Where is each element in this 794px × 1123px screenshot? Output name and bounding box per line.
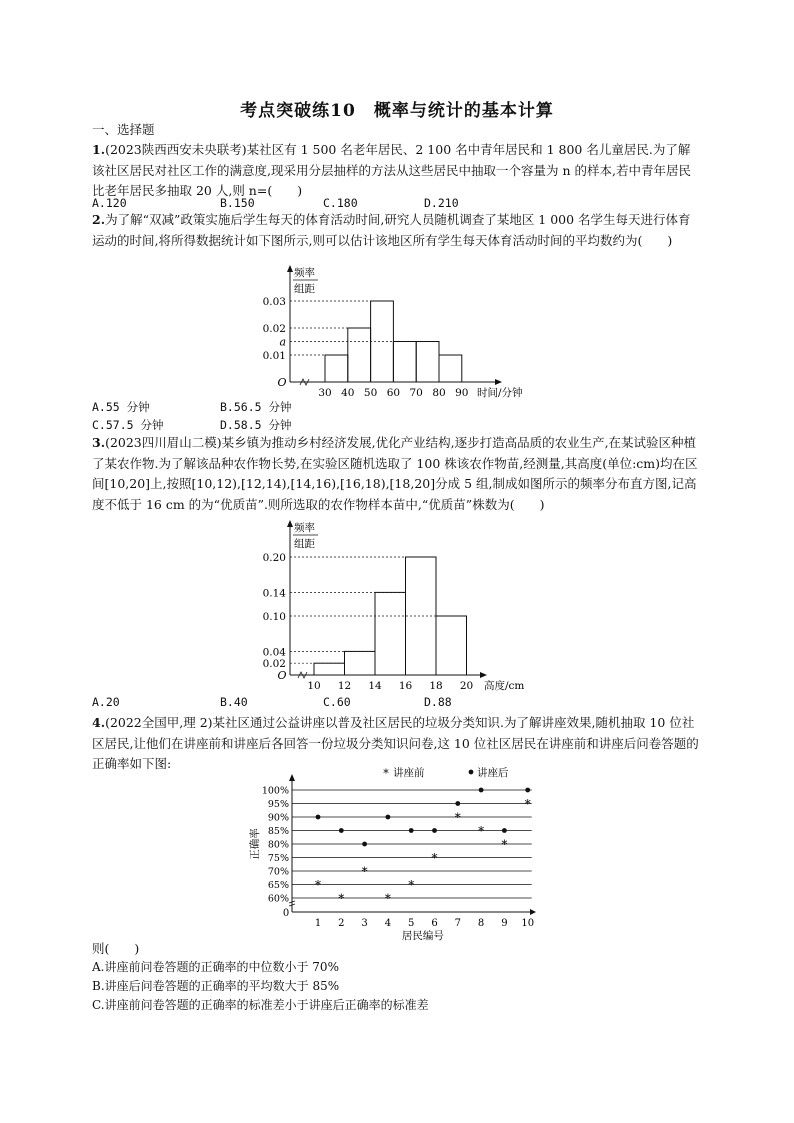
question-3 xyxy=(92,433,702,515)
before-point: * xyxy=(384,891,391,906)
y-tick-label: 0.04 xyxy=(262,646,286,659)
q2-option-a: A.55 分钟 xyxy=(92,400,150,414)
before-point: * xyxy=(361,864,368,879)
before-point: * xyxy=(338,891,345,906)
y-tick-label: 80% xyxy=(267,839,289,851)
y-axis-arrow xyxy=(287,265,293,272)
before-point: * xyxy=(501,837,508,852)
after-point xyxy=(455,801,460,806)
x-tick-label: 1 xyxy=(314,918,322,929)
y-tick-label: 0.20 xyxy=(262,552,286,564)
y-axis-label-bottom: 组距 xyxy=(294,283,315,295)
x-tick-label: 3 xyxy=(361,918,368,929)
before-point: * xyxy=(315,878,321,892)
before-point: * xyxy=(524,797,531,811)
y-axis-label-bottom: 组距 xyxy=(294,538,315,550)
x-tick-label: 10 xyxy=(521,918,535,929)
x-axis-arrow xyxy=(530,909,536,915)
q4-then: 则( ) xyxy=(92,941,140,956)
q3-option-a: A.20 xyxy=(92,695,120,709)
histogram-bar xyxy=(393,342,416,383)
y-tick-label: 75% xyxy=(267,853,289,864)
x-tick-label: 8 xyxy=(477,918,485,929)
q1-option-c: C.180 xyxy=(323,196,358,210)
q1-option-a: A.120 xyxy=(92,196,127,210)
q1-option-b: B.150 xyxy=(220,196,255,210)
question-4-text: (2022全国甲,理 2)某社区通过公益讲座以普及社区居民的垃圾分类知识.为了解讲座效果,随机抽取 10 位社区居民,让他们在讲座前和讲座后各回答一份垃圾分类知识问卷,这 10 位社区居民在讲座前和讲座后问卷答题的正确率如下图: xyxy=(92,715,699,771)
y-tick-label: 95% xyxy=(267,799,289,810)
legend-marker-after xyxy=(469,770,474,775)
y-tick-label: 65% xyxy=(267,880,289,891)
question-1-number: 1. xyxy=(92,142,106,157)
axis-break-icon xyxy=(300,379,309,385)
question-1-text: (2023陕西西安未央联考)某社区有 1 500 名老年居民、2 100 名中青年居民和 1 800 名儿童居民.为了解该社区居民对社区工作的满意度,现采用分层抽样的方法从这些居民中抽取一个容量为 n 的样本,若中青年居民比老年居民多抽取 20 人,则 n=( ) xyxy=(92,142,691,198)
histogram-bar xyxy=(314,663,345,675)
x-tick-label: 40 xyxy=(341,387,355,399)
y-tick-label: 70% xyxy=(267,866,289,878)
legend-label-before: 讲座前 xyxy=(393,767,425,779)
q3-option-b: B.40 xyxy=(220,695,248,709)
after-point xyxy=(479,788,484,793)
question-1 xyxy=(92,140,702,202)
q2-option-c: C.57.5 分钟 xyxy=(92,418,164,432)
x-tick-label: 6 xyxy=(431,918,438,929)
x-tick-label: 80 xyxy=(432,387,446,399)
histogram-bar xyxy=(348,328,371,382)
page-title: 考点突破练10 概率与统计的基本计算 xyxy=(240,101,554,121)
x-axis-label: 时间/分钟 xyxy=(477,387,523,399)
histogram-bar xyxy=(439,355,462,382)
question-2-text: 为了解“双减”政策实施后学生每天的体育活动时间,研究人员随机调查了某地区 1 000 名学生每天进行体育运动的时间,将所得数据统计如下图所示,则可以估计该地区所有学生每天体育活动时间的平均数约为( ) xyxy=(92,212,691,248)
q3-option-d: D.88 xyxy=(424,695,452,709)
histogram-activity-time xyxy=(255,265,555,400)
after-point xyxy=(316,815,321,820)
y-tick-label: 0.10 xyxy=(262,611,286,623)
histogram-bar xyxy=(325,355,348,382)
y-axis-label-top: 频率 xyxy=(294,267,315,279)
y-axis-label: 正确率 xyxy=(249,828,261,860)
scatter-correct-rate xyxy=(240,760,550,945)
x-tick-label: 18 xyxy=(429,680,443,692)
x-tick-label: 5 xyxy=(408,918,415,929)
x-tick-label: 10 xyxy=(307,680,321,692)
axis-break-icon xyxy=(298,672,307,678)
q4-option-c: C.讲座前问卷答题的正确率的标准差小于讲座后正确率的标准差 xyxy=(92,998,429,1012)
x-tick-label: 4 xyxy=(384,918,392,929)
x-tick-label: 90 xyxy=(455,387,469,399)
y-tick-label: 100% xyxy=(261,785,289,797)
x-tick-label: 60 xyxy=(386,387,401,399)
histogram-bar xyxy=(436,616,467,675)
x-tick-label: 20 xyxy=(459,680,474,692)
after-point xyxy=(339,828,344,833)
legend-label-after: 讲座后 xyxy=(477,767,509,779)
question-3-number: 3. xyxy=(92,435,106,450)
question-2-number: 2. xyxy=(92,212,106,227)
legend-marker-before: * xyxy=(383,767,389,780)
y-tick-label: 90% xyxy=(267,812,289,824)
q3-option-c: C.60 xyxy=(323,695,351,709)
question-4-number: 4. xyxy=(92,715,106,730)
origin-label: O xyxy=(277,669,287,682)
x-tick-label: 2 xyxy=(338,918,345,929)
x-tick-label: 70 xyxy=(409,387,423,399)
after-point xyxy=(386,815,391,820)
before-point: * xyxy=(431,851,438,865)
y-tick-label: 0.14 xyxy=(262,587,286,600)
x-tick-label: 9 xyxy=(501,918,508,929)
before-point: * xyxy=(454,810,461,825)
q4-option-a: A.讲座前问卷答题的正确率的中位数小于 70% xyxy=(92,960,339,974)
x-tick-label: 7 xyxy=(454,918,461,929)
y-tick-label: 60% xyxy=(267,893,289,905)
y-tick-label: 0.01 xyxy=(262,350,286,362)
y-tick-label: 0.03 xyxy=(262,296,286,308)
x-axis-label: 高度/cm xyxy=(484,680,525,692)
origin-label: 0 xyxy=(282,908,290,919)
histogram-bar xyxy=(375,592,406,675)
x-tick-label: 50 xyxy=(363,387,378,399)
x-axis-arrow xyxy=(495,379,502,385)
question-3-text: (2023四川眉山二模)某乡镇为推动乡村经济发展,优化产业结构,逐步打造高品质的农业生产,在某试验区种植了某农作物.为了解该品种农作物长势,在实验区随机选取了 100 株该农作物苗,经测量,其高度(单位:cm)均在区间[10,20]上,按照[10,12),[12,14),[14,16),[16,18),[18,20]分成 5 组,制成如图所示的频率分布直方图,记高度不低于 16 cm 的为“优质苗”.则所选取的农作物样本苗中,“优质苗”株数为( ) xyxy=(92,435,698,512)
histogram-bar xyxy=(345,651,376,675)
before-point: * xyxy=(408,878,415,892)
after-point xyxy=(502,828,507,833)
section-heading: 一、选择题 xyxy=(92,122,155,137)
x-axis-label: 居民编号 xyxy=(401,930,444,942)
origin-label: O xyxy=(277,376,287,389)
y-tick-label: a xyxy=(279,335,286,349)
question-2 xyxy=(92,210,702,251)
after-point xyxy=(432,828,437,833)
y-tick-label: 0.02 xyxy=(262,323,286,335)
x-tick-label: 30 xyxy=(318,387,332,399)
y-axis-arrow xyxy=(289,774,295,781)
y-tick-label: 0.02 xyxy=(262,658,286,671)
x-tick-label: 12 xyxy=(337,680,352,692)
x-tick-label: 14 xyxy=(368,680,382,692)
q2-option-b: B.56.5 分钟 xyxy=(220,400,292,414)
after-point xyxy=(362,842,367,847)
after-point xyxy=(409,828,414,833)
histogram-plant-height xyxy=(255,520,555,695)
y-axis-label-top: 频率 xyxy=(294,522,315,534)
after-point xyxy=(525,788,530,793)
x-tick-label: 16 xyxy=(398,680,413,692)
y-tick-label: 85% xyxy=(267,826,289,837)
x-axis-arrow xyxy=(480,672,487,678)
before-point: * xyxy=(478,824,485,838)
y-axis-arrow xyxy=(287,520,293,527)
q4-option-b: B.讲座后问卷答题的正确率的平均数大于 85% xyxy=(92,979,340,993)
histogram-bar xyxy=(416,342,439,383)
q2-option-d: D.58.5 分钟 xyxy=(220,418,292,432)
q1-option-d: D.210 xyxy=(424,196,459,210)
